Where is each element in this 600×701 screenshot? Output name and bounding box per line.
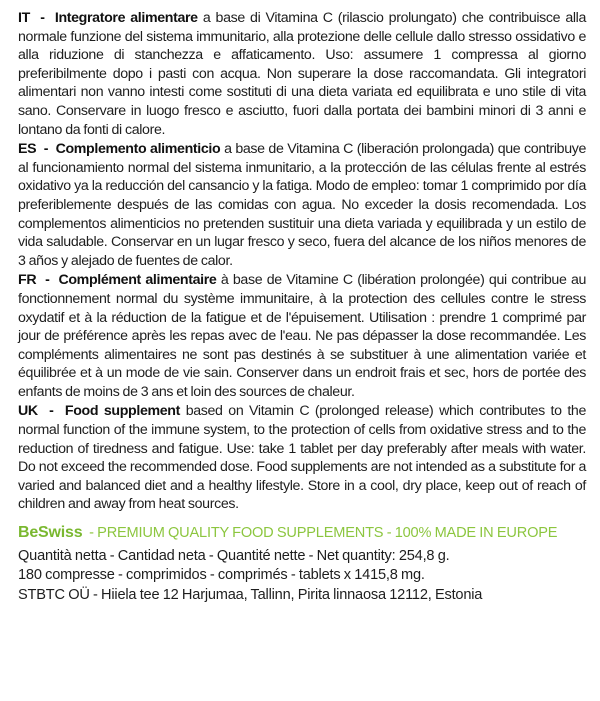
brand-name: BeSwiss bbox=[18, 524, 83, 542]
code-separator: - bbox=[40, 10, 45, 26]
code-separator: - bbox=[49, 403, 54, 420]
product-type: Complément alimentaire bbox=[58, 272, 217, 289]
section-text: based on Vitamin C (prolonged release) which contributes to the normal function of the immune system, to the protection of cells from oxidative stress and to the reduction of tiredness and fatigue. Use: take 1 tablet per day preferably after meals with water. Do not exceed the recommended dose. Food supplements are not intended as a substitute for a varied and balanced diet and a healthy lifestyle. Store in a cool, dry place, keep out of reach of children and away from heat sources. bbox=[18, 403, 586, 513]
manufacturer-address: STBTC OÜ - Hiiela tee 12 Harjumaa, Tallinn, Pirita linnaosa 12112, Estonia bbox=[18, 586, 483, 603]
product-type: Food supplement bbox=[64, 403, 180, 420]
code-separator: - bbox=[45, 272, 50, 289]
language-code: UK bbox=[18, 403, 38, 420]
section-es bbox=[18, 140, 586, 270]
section-text: a base di Vitamina C (rilascio prolungato) che contribuisce alla normale funzione del sistema immunitario, alla protezione delle cellule dallo stresso ossidativo e alla riduzione di stanchezza e affaticamento. Uso: assumere 1 compressa al giorno preferibilmente dopo i pasti con acqua. Non superare la dose raccomandata. Gli integratori alimentari non vanno intesti come sostituti di una dieta variata ed equilibrata e uno stile di vita sano. Conservare in luogo fresco e asciutto, fuori dalla portata dei bambini minori di 3 anni e lontano da fonti di calore. bbox=[18, 10, 587, 138]
product-type: Integratore alimentare bbox=[54, 10, 198, 26]
net-quantity: Quantità netta - Cantidad neta - Quantité nette - Net quantity: 254,8 g. bbox=[18, 547, 450, 564]
code-separator: - bbox=[43, 141, 49, 158]
language-code: FR bbox=[18, 272, 37, 289]
language-code: ES bbox=[18, 141, 37, 158]
section-text: a base de Vitamina C (liberación prolongada) que contribuye al funcionamiento normal del sistema inmunitario, a la protección de las células frente al estrés oxidativo ya la reducción del cansancio y la fatiga. Modo de empleo: tomar 1 comprimido por día preferiblemente después de las comidas con agua. No exceder la dosis recomendada. Los complementos alimenticios no pretenden sustituir una dieta variada y equilibrada y un estilo de vida saludable. Conservar en un lugar fresco y seco, fuera del alcance de los niños menores de 3 años y alejado de fuentes de calor. bbox=[18, 141, 587, 269]
section-uk bbox=[18, 402, 586, 514]
supplement-label bbox=[18, 9, 586, 605]
section-fr bbox=[18, 271, 586, 401]
tablet-count: 180 compresse - comprimidos - comprimés - tablets x 1415,8 mg. bbox=[18, 567, 425, 584]
section-text: à base de Vitamine C (libération prolongée) qui contribue au fonctionnement normal du système immunitaire, à la protection des cellules contre le stress oxydatif et à la réduction de la fatigue et de l'épuisement. Utilisation : prendre 1 comprimé par jour de préférence après les repas avec de l'eau. Ne pas dépasser la dose recommandée. Les compléments alimentaires ne sont pas destinés à se substituer à une alimentation variée et équilibrée et à un mode de vie sain. Conserver dans un endroit frais et sec, hors de portée des enfants de moins de 3 ans et loin des sources de chaleur. bbox=[18, 272, 587, 400]
brand-line bbox=[18, 524, 586, 543]
language-code: IT bbox=[18, 10, 30, 26]
brand-tagline: - PREMIUM QUALITY FOOD SUPPLEMENTS - 100% MADE IN EUROPE bbox=[89, 525, 558, 542]
product-type: Complemento alimenticio bbox=[55, 141, 221, 158]
section-it bbox=[18, 9, 586, 139]
